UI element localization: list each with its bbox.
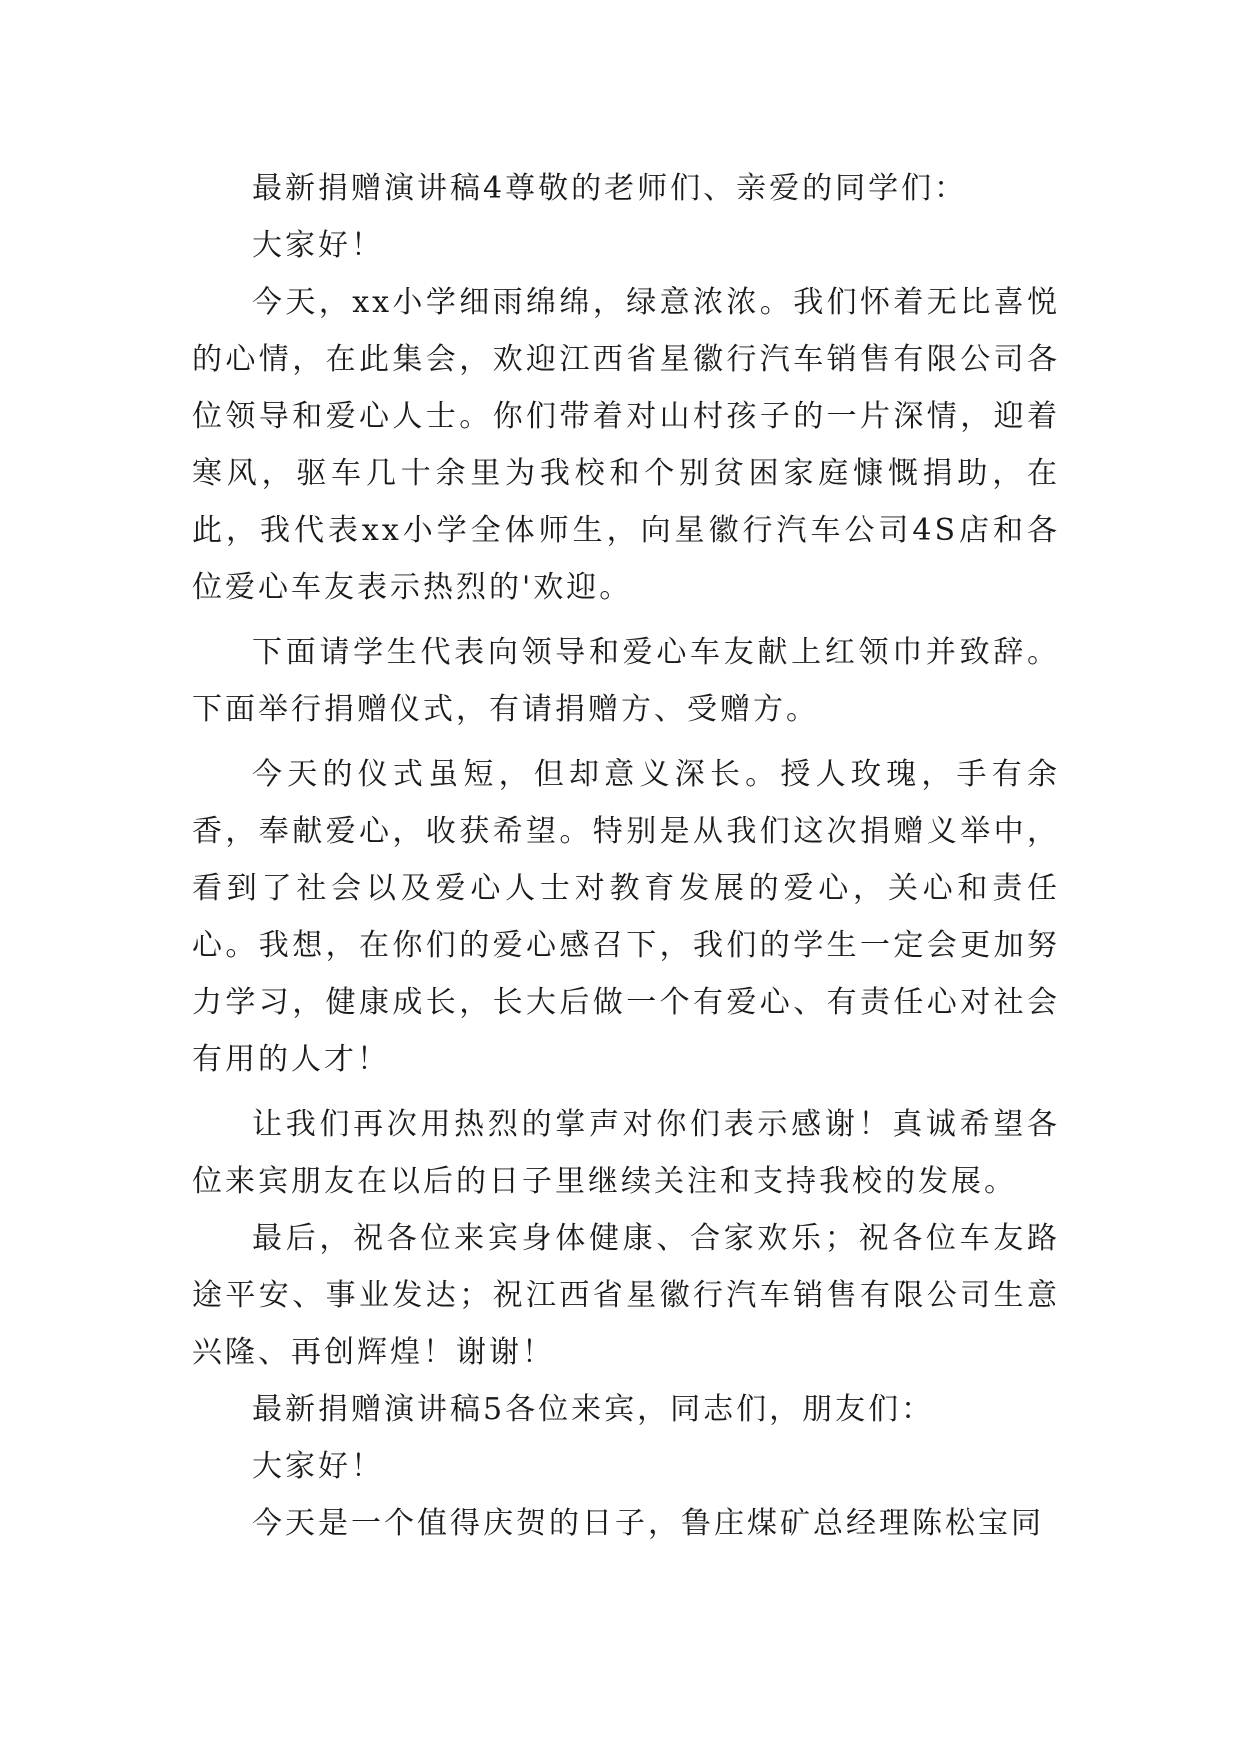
paragraph: 最新捐赠演讲稿4尊敬的老师们、亲爱的同学们： [252, 171, 968, 206]
paragraph: 大家好！ [252, 228, 384, 263]
document-body [192, 160, 1060, 1552]
paragraph: 让我们再次用热烈的掌声对你们表示感谢！真诚希望各位来宾朋友在以后的日子里继续关注和支持我校的发展。 [192, 1107, 1060, 1199]
paragraph: 最新捐赠演讲稿5各位来宾，同志们，朋友们： [252, 1392, 935, 1427]
paragraph: 今天的仪式虽短，但却意义深长。授人玫瑰，手有余香，奉献爱心，收获希望。特别是从我们这次捐赠义举中，看到了社会以及爱心人士对教育发展的爱心，关心和责任心。我想，在你们的爱心感召下，我们的学生一定会更加努力学习，健康成长，长大后做一个有爱心、有责任心对社会有用的人才！ [192, 757, 1060, 1077]
paragraph: 最后，祝各位来宾身体健康、合家欢乐；祝各位车友路途平安、事业发达；祝江西省星徽行汽车销售有限公司生意兴隆、再创辉煌！谢谢！ [192, 1221, 1060, 1370]
paragraph: 今天，xx小学细雨绵绵，绿意浓浓。我们怀着无比喜悦的心情，在此集会，欢迎江西省星徽行汽车销售有限公司各位领导和爱心人士。你们带着对山村孩子的一片深情，迎着寒风，驱车几十余里为我校和个别贫困家庭慷慨捐助，在此，我代表xx小学全体师生，向星徽行汽车公司4S店和各位爱心车友表示热烈的'欢迎。 [192, 285, 1060, 605]
paragraph: 今天是一个值得庆贺的日子，鲁庄煤矿总经理陈松宝同 [252, 1506, 1044, 1541]
paragraph: 下面请学生代表向领导和爱心车友献上红领巾并致辞。下面举行捐赠仪式，有请捐赠方、受赠方。 [192, 635, 1060, 727]
paragraph: 大家好！ [252, 1449, 384, 1484]
